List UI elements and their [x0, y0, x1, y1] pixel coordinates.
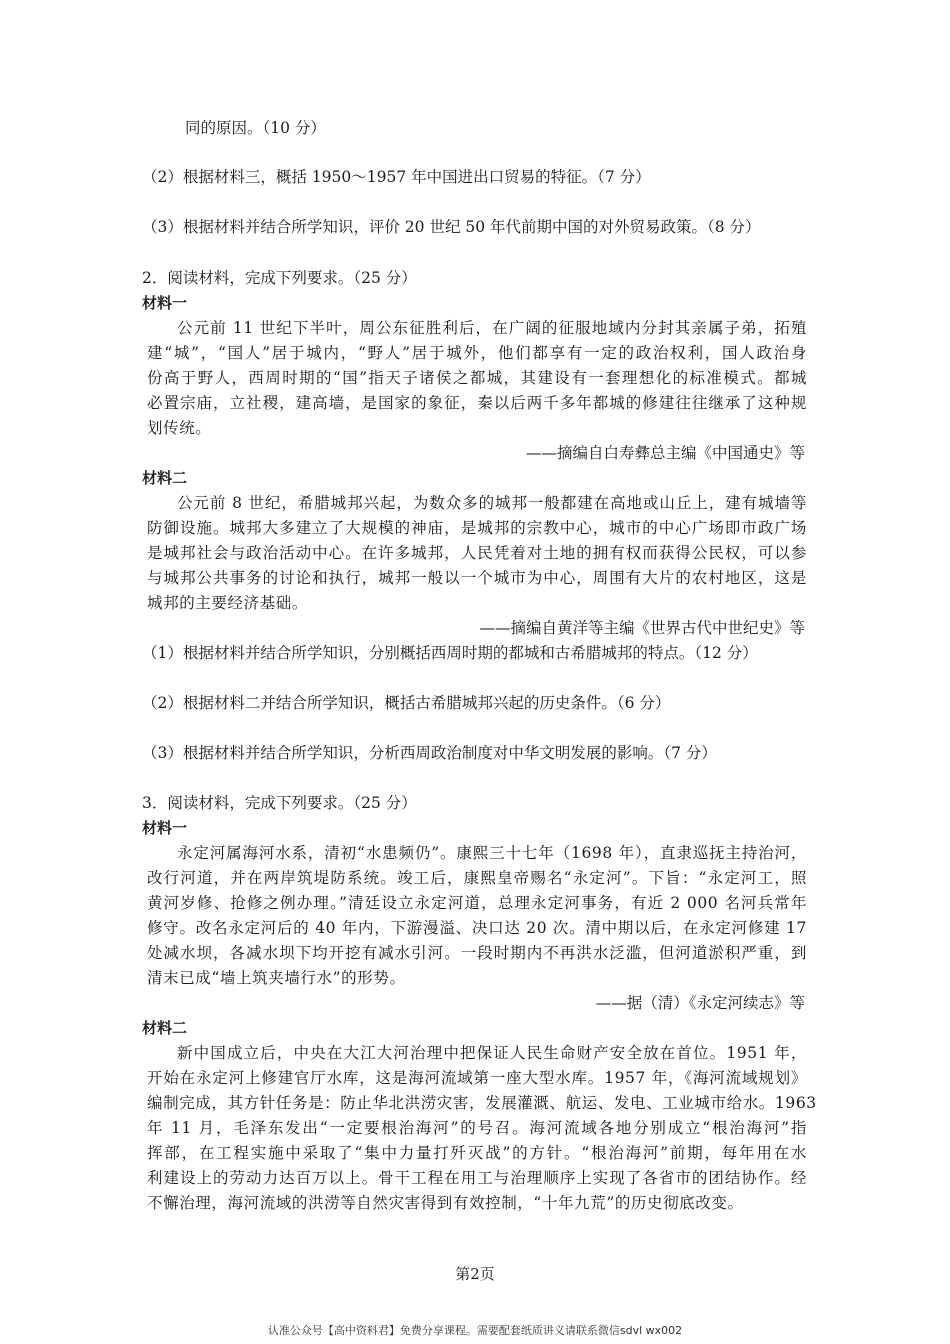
q3-material2-label: 材料二 [142, 1019, 188, 1037]
question2-heading: 2．阅读材料，完成下列要求。（25 分） [142, 269, 417, 287]
q2-material1-line: 划传统。 [147, 419, 212, 437]
q3-material2-line: 年 11 月，毛泽东发出“一定要根治海河”的号召。海河流域各地分别成立“根治海河”指 [147, 1119, 807, 1137]
q3-material1-label: 材料一 [142, 819, 188, 837]
page-number: 第2页 [455, 1265, 495, 1283]
q3-material2-line: 利建设上的劳动力达百万以上。骨干工程在用工与治理顺序上实现了各省市的团结协作。经 [147, 1169, 807, 1187]
q3-material2-line: 开始在永定河上修建官厅水库，这是海河流域第一座大型水库。1957 年，《海河流域规划》 [147, 1069, 807, 1087]
q2-material1-line: 建“城”，“国人”居于城内，“野人”居于城外，他们都享有一定的政治权利，国人政治身 [147, 344, 807, 362]
question2-sub1: （1）根据材料并结合所学知识，分别概括西周时期的都城和古希腊城邦的特点。（12 分） [142, 644, 758, 662]
q3-material1-line: 清末已成“墙上筑夹墙行水”的形势。 [147, 969, 406, 987]
q3-material1-line: 处减水坝，各减水坝下均开挖有减水引河。一段时期内不再洪水泛滥，但河道淤积严重，到 [147, 944, 807, 962]
q3-material2-line: 编制完成，其方针任务是：防止华北洪涝灾害，发展灌溉、航运、发电、工业城市给水。1963 [147, 1094, 817, 1112]
question1-continuation: 同的原因。（10 分） [185, 119, 326, 137]
q3-material1-line: 永定河属海河水系，清初“水患频仍”。康熙三十七年（1698 年），直隶巡抚主持治河， [177, 844, 807, 862]
q2-material2-label: 材料二 [142, 469, 188, 487]
q3-material1-line: 修守。改名永定河后的 40 年内，下游漫溢、决口达 20 次。清中期以后，在永定河修建 17 [147, 919, 807, 937]
q2-material1-line: 公元前 11 世纪下半叶，周公东征胜利后，在广阔的征服地域内分封其亲属子弟，拓殖 [177, 319, 807, 337]
footer-note: 认准公众号【高中资料君】免费分享课程。需要配套纸质讲义请联系微信sdvl wx002 [267, 1324, 683, 1337]
q2-material2-line: 是城邦社会与政治活动中心。在许多城邦，人民凭着对土地的拥有权而获得公民权，可以参 [147, 544, 807, 562]
q2-material2-line: 与城邦公共事务的讨论和执行，城邦一般以一个城市为中心，周围有大片的农村地区，这是 [147, 569, 807, 587]
q2-material1-label: 材料一 [142, 294, 188, 312]
q2-material2-line: 公元前 8 世纪，希腊城邦兴起，为数众多的城邦一般都建在高地或山丘上，建有城墙等 [177, 494, 807, 512]
q3-material2-line: 不懈治理，海河流域的洪涝等自然灾害得到有效控制，“十年九荒”的历史彻底改变。 [147, 1194, 744, 1212]
q2-material2-line: 防御设施。城邦大多建立了大规模的神庙，是城邦的宗教中心，城市的中心广场即市政广场 [147, 519, 807, 537]
question1-sub3: （3）根据材料并结合所学知识，评价 20 世纪 50 年代前期中国的对外贸易政策。（8 分） [142, 218, 761, 236]
q2-material2-source: ——摘编自黄洋等主编《世界古代中世纪史》等 [479, 619, 805, 637]
q3-material2-line: 新中国成立后，中央在大江大河治理中把保证人民生命财产安全放在首位。1951 年， [177, 1044, 807, 1062]
q3-material2-line: 挥部，在工程实施中采取了“集中力量打歼灭战”的方针。“根治海河”前期，每年用在水 [147, 1144, 807, 1162]
question2-sub3: （3）根据材料并结合所学知识，分析西周政治制度对中华文明发展的影响。（7 分） [142, 744, 717, 762]
question2-sub2: （2）根据材料二并结合所学知识，概括古希腊城邦兴起的历史条件。（6 分） [142, 694, 671, 712]
q3-material1-source: ——据（清）《永定河续志》等 [595, 994, 805, 1012]
question1-sub2: （2）根据材料三，概括 1950～1957 年中国进出口贸易的特征。（7 分） [142, 168, 651, 186]
q3-material1-line: 改行河道，并在两岸筑堤防系统。竣工后，康熙皇帝赐名“永定河”。下旨：“永定河工，照 [147, 869, 807, 887]
q3-material1-line: 黄河岁修、抢修之例办理。”清廷设立永定河道，总理永定河事务，有近 2 000 名河兵常年 [147, 894, 807, 912]
q2-material1-line: 份高于野人，西周时期的“国”指天子诸侯之都城，其建设有一套理想化的标准模式。都城 [147, 369, 807, 387]
q2-material1-source: ——摘编自白寿彝总主编《中国通史》等 [525, 444, 805, 462]
q2-material2-line: 城邦的主要经济基础。 [147, 594, 309, 612]
question3-heading: 3．阅读材料，完成下列要求。（25 分） [142, 794, 417, 812]
q2-material1-line: 必置宗庙，立社稷，建高墙，是国家的象征，秦以后两千多年都城的修建往往继承了这种规 [147, 394, 807, 412]
